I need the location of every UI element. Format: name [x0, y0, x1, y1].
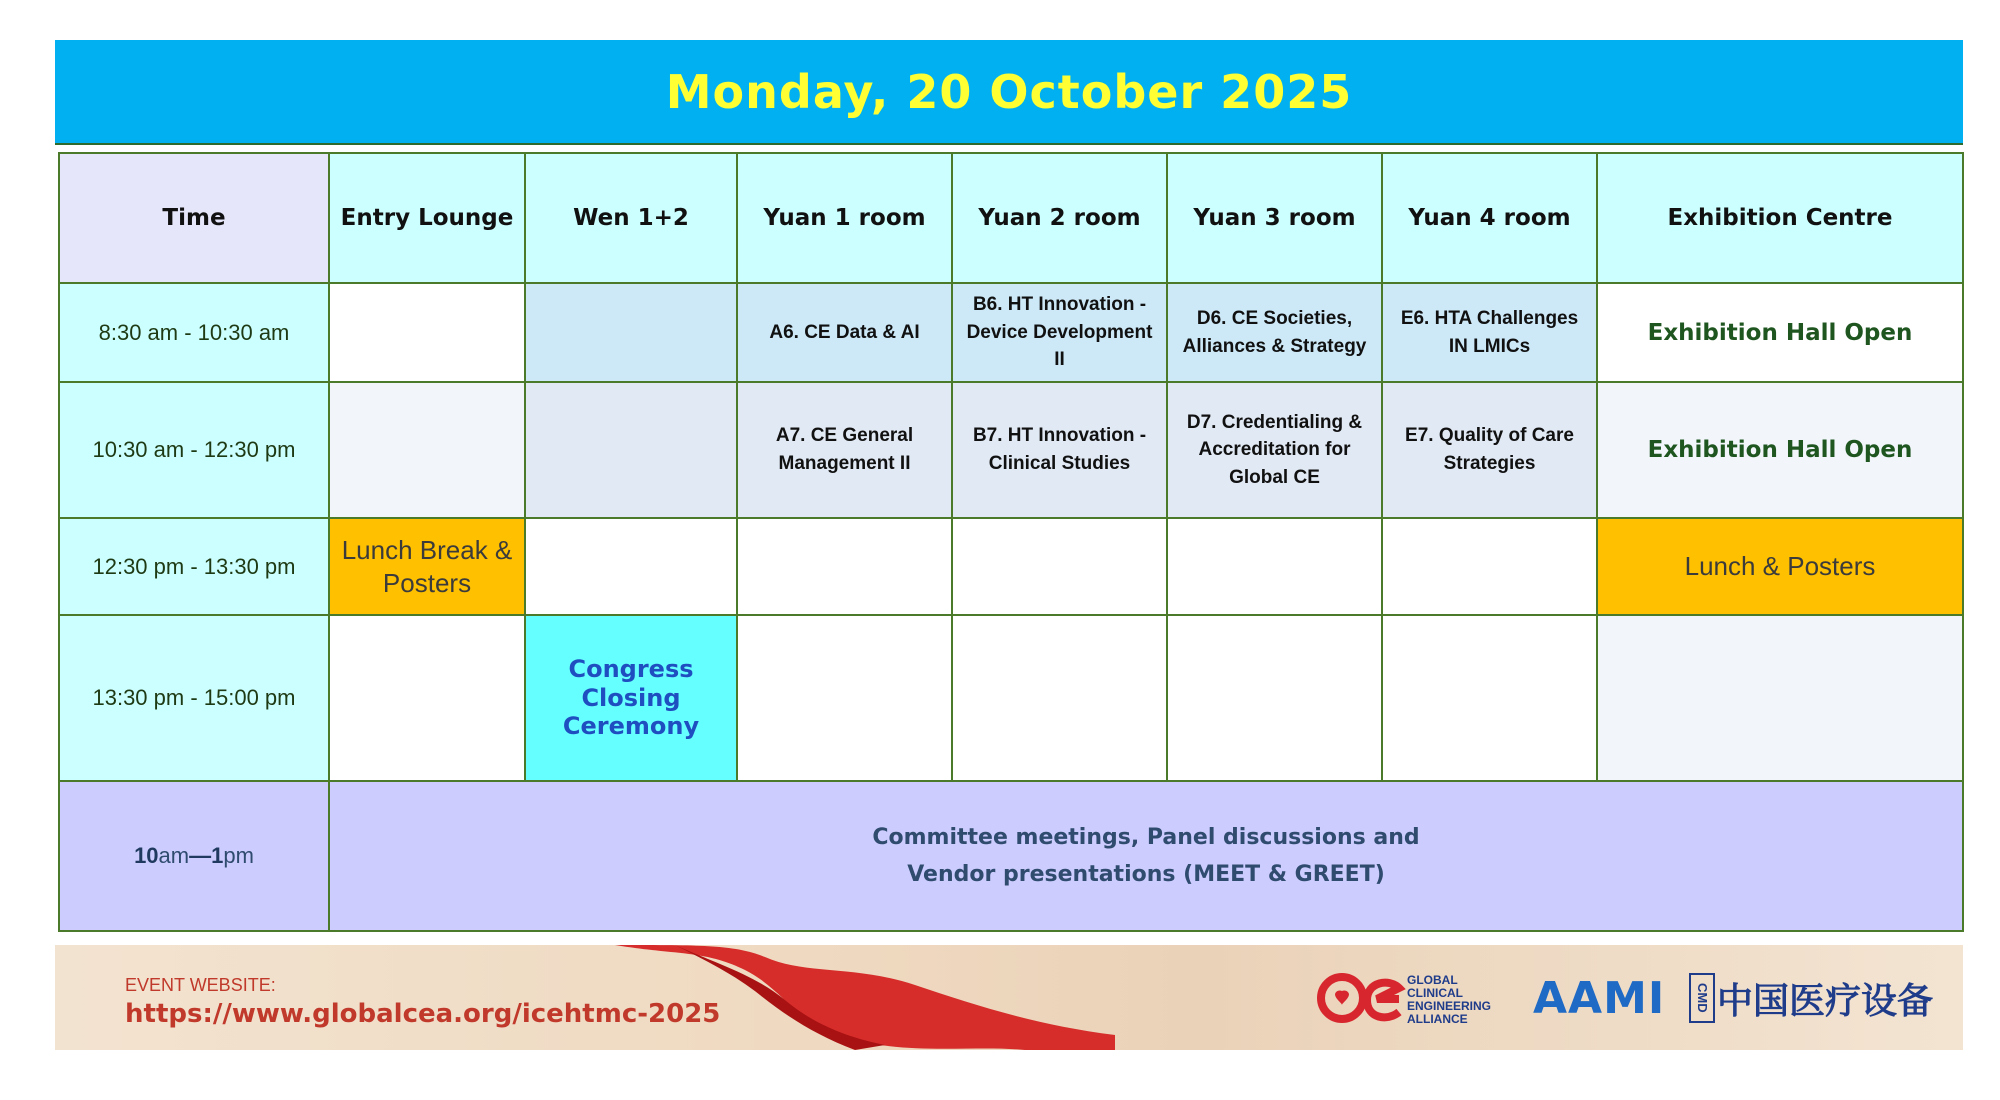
meetings-time-end-unit: pm: [223, 843, 254, 868]
exhibition-cell: Exhibition Hall Open: [1597, 283, 1963, 382]
empty-cell: [1382, 518, 1597, 615]
lunch-posters-cell: Lunch & Posters: [1597, 518, 1963, 615]
empty-cell: [1382, 615, 1597, 781]
empty-cell: [525, 382, 737, 518]
gcea-logo-text: [1407, 974, 1491, 1026]
time-cell: 10:30 am - 12:30 pm: [59, 382, 329, 518]
meetings-row: [59, 781, 1963, 931]
cmd-logo-chinese: 中国医疗设备: [1717, 980, 1934, 1022]
session-cell: D6. CE Societies, Alliances & Strategy: [1167, 283, 1382, 382]
table-row: [59, 518, 1963, 615]
empty-cell: [525, 518, 737, 615]
time-cell: 13:30 pm - 15:00 pm: [59, 615, 329, 781]
closing-ceremony-cell: Congress Closing Ceremony: [525, 615, 737, 781]
empty-cell: [952, 615, 1167, 781]
gcea-line: ALLIANCE: [1407, 1012, 1468, 1026]
empty-cell: [1597, 615, 1963, 781]
gcea-line: CLINICAL: [1407, 986, 1463, 1000]
meetings-time-cell: [59, 781, 329, 931]
cmd-logo-box: CMD: [1689, 973, 1715, 1023]
session-cell: B7. HT Innovation - Clinical Studies: [952, 382, 1167, 518]
table-row: [59, 382, 1963, 518]
meetings-time-end: 1: [211, 843, 224, 868]
lunch-break-cell: Lunch Break & Posters: [329, 518, 525, 615]
page-title: Monday, 20 October 2025: [665, 64, 1353, 119]
empty-cell: [737, 615, 952, 781]
website-label: EVENT WEBSITE:: [125, 975, 276, 995]
header-row: [59, 153, 1963, 283]
schedule-table: [58, 152, 1964, 932]
session-cell: B6. HT Innovation - Device Development II: [952, 283, 1167, 382]
column-header-exhibition: Exhibition Centre: [1597, 153, 1963, 283]
meetings-time-start-unit: am: [158, 843, 190, 868]
gcea-line: GLOBAL: [1407, 973, 1458, 987]
table-row: [59, 283, 1963, 382]
meetings-line-2: Vendor presentations (MEET & GREET): [907, 862, 1385, 887]
column-header-yuan4: Yuan 4 room: [1382, 153, 1597, 283]
meetings-time-separator: —: [189, 843, 212, 868]
empty-cell: [329, 382, 525, 518]
session-cell: E7. Quality of Care Strategies: [1382, 382, 1597, 518]
session-cell: A6. CE Data & AI: [737, 283, 952, 382]
exhibition-cell: Exhibition Hall Open: [1597, 382, 1963, 518]
table-row: [59, 615, 1963, 781]
empty-cell: [1167, 518, 1382, 615]
empty-cell: [329, 615, 525, 781]
empty-cell: [525, 283, 737, 382]
column-header-time: Time: [59, 153, 329, 283]
column-header-yuan1: Yuan 1 room: [737, 153, 952, 283]
empty-cell: [737, 518, 952, 615]
empty-cell: [1167, 615, 1382, 781]
column-header-entry-lounge: Entry Lounge: [329, 153, 525, 283]
title-banner: [55, 40, 1963, 145]
session-cell: D7. Credentialing & Accreditation for Global CE: [1167, 382, 1382, 518]
red-ribbon-decoration: [555, 945, 1115, 1050]
gcea-logo-icon: [1317, 972, 1407, 1024]
aami-logo: AAMI: [1533, 973, 1666, 1024]
time-cell: 8:30 am - 10:30 am: [59, 283, 329, 382]
empty-cell: [329, 283, 525, 382]
time-cell: 12:30 pm - 13:30 pm: [59, 518, 329, 615]
meetings-line-1: Committee meetings, Panel discussions and: [872, 824, 1420, 850]
empty-cell: [952, 518, 1167, 615]
meetings-time-start: 10: [134, 843, 159, 868]
session-cell: E6. HTA Challenges IN LMICs: [1382, 283, 1597, 382]
column-header-yuan3: Yuan 3 room: [1167, 153, 1382, 283]
session-cell: A7. CE General Management II: [737, 382, 952, 518]
footer-banner: [55, 945, 1963, 1050]
meetings-cell: [329, 781, 1963, 931]
column-header-yuan2: Yuan 2 room: [952, 153, 1167, 283]
gcea-line: ENGINEERING: [1407, 999, 1492, 1013]
website-link[interactable]: https://www.globalcea.org/icehtmc-2025: [125, 999, 721, 1029]
column-header-wen: Wen 1+2: [525, 153, 737, 283]
